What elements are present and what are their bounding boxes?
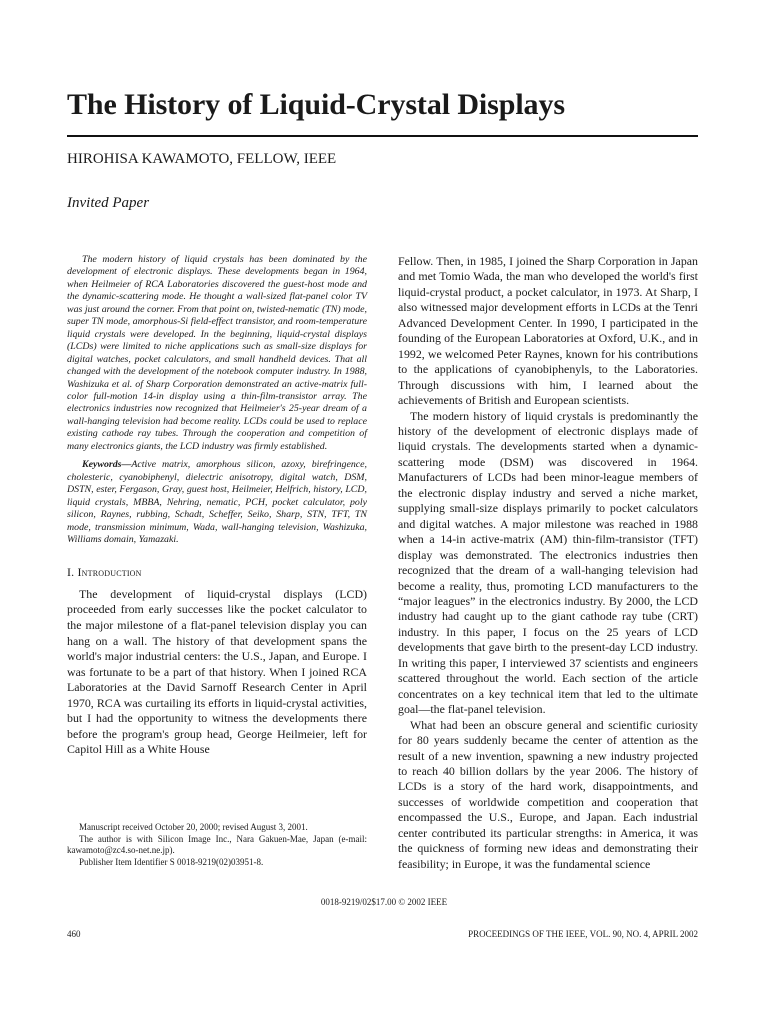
body-paragraph: The modern history of liquid crystals is predominantly the history of the development of electronic displays made of liquid crystals. The developments started when a dynamic-scattering mode (DSM) was discovered in 1964. Manufacturers of LCDs had been minor-league members of the electronic display industry and served a niche market, supplying small-size displays primarily to pocket calculators and digital watches. A major milestone was reached in 1988 when a 14-in active-matrix (AM) thin-film-transistor (TFT) display was demonstrated. The electronics industries then recognized that the dream of a wall-hanging television had become a reality, thus, promoting LCD manufacturers to the “major leagues” in the electronics industry. By 2000, the LCD industry had caught up to the giant cathode ray tube (CRT) industry. In this paper, I focus on the 25 years of LCD developments that gave birth to the present-day LCD industry. In writing this paper, I interviewed 37 scientists and engineers scattered throughout the world. Each section of the article concentrates on a key technical item that led to the ultimate goal—the flat-panel television. xyxy=(398,408,698,717)
journal-footer: PROCEEDINGS OF THE IEEE, VOL. 90, NO. 4, APRIL 2002 xyxy=(468,929,698,939)
title-rule xyxy=(67,135,698,137)
abstract: The modern history of liquid crystals has been dominated by the development of electronic displays. These developments began in 1964, when Heilmeier of RCA Laboratories discovered the guest-host mode and the dynamic-scattering mode. He thought a wall-sized flat-panel color TV was just around the corner. From that point on, twisted-nematic (TN) mode, super TN mode, amorphous-Si field-effect transistor, and room-temperature liquid crystals were developed. In the beginning, liquid-crystal displays (LCDs) were limited to niche applications such as small-size displays for digital watches, pocket calculators, and small handheld devices. That all changed with the development of the notebook computer industry. In 1988, Washizuka et al. of Sharp Corporation demonstrated an active-matrix full-color full-motion 14-in display using a thin-film-transistor array. The electronics industries now recognized that Heilmeier's 25-year dream of a wall-hanging television had become reality. LCDs could be used to replace existing cathode ray tubes. Through the cooperation and competition of many electronics giants, the LCD industry was firmly established. xyxy=(67,254,367,452)
intro-paragraph: The development of liquid-crystal displays (LCD) proceeded from early successes like the pocket calculator to the major milestone of a flat-panel television display you can hang on a wall. The history of that development spans the world's major industrial centers: the U.S., Japan, and Europe. I was fortunate to be a part of that history. When I joined RCA Laboratories at the David Sarnoff Research Center in April 1970, RCA was curtailing its efforts in liquid-crystal activities, but I had the opportunity to witness the developments there before the program's group head, George Heilmeier, left for Capitol Hill as a White House xyxy=(67,586,367,757)
page-number: 460 xyxy=(67,929,81,939)
right-column xyxy=(398,254,698,872)
footnote: Publisher Item Identifier S 0018-9219(02)03951-8. xyxy=(79,856,264,867)
left-column xyxy=(67,254,367,758)
footnote: Manuscript received October 20, 2000; revised August 3, 2001. xyxy=(79,822,308,832)
section-heading: I. Introduction xyxy=(67,565,142,580)
footnotes xyxy=(67,822,367,868)
author-line: HIROHISA KAWAMOTO, FELLOW, IEEE xyxy=(67,151,337,167)
keywords xyxy=(67,459,367,546)
issn-line: 0018-9219/02$17.00 © 2002 IEEE xyxy=(320,897,448,907)
keywords-list: Active matrix, amorphous silicon, azoxy, birefringence, cholesteric, cyanobiphenyl, dielectric anisotropy, digital watch, DSM, DSTN, ester, Fergason, Gray, guest host, Heilmeier, Helfrich, history, LCD, liquid crystals, MBBA, Nehring, nematic, PCH, pocket calculator, poly silicon, Raynes, rubbing, Schadt, Scheffer, Seiko, Sharp, STN, TFT, TN mode, transmission minimum, Wada, wall-hanging television, Washizuka, Williams domain, Yamazaki. xyxy=(67,459,367,545)
body-paragraph: What had been an obscure general and scientific curiosity for 80 years suddenly became the center of attention as the result of a new invention, spawning a new industry projected to reach 40 billion dollars by the year 2006. The history of LCDs is a story of the hard work, disappointments, and successes of worldwide competition and cooperation that encompassed the U.S., Europe, and Japan. Each industrial center contributed its particular strengths: in America, it was the quickness of forming new ideas and demonstrating their feasibility; in Europe, it was the fundamental science xyxy=(398,717,698,871)
keywords-label: Keywords— xyxy=(82,459,132,471)
paper-title: The History of Liquid-Crystal Displays xyxy=(67,88,565,121)
footnote: The author is with Silicon Image Inc., Nara Gakuen-Mae, Japan (e-mail: kawamoto@zc4.so-net.ne.jp). xyxy=(67,833,367,855)
paper-type: Invited Paper xyxy=(67,195,150,211)
body-paragraph: Fellow. Then, in 1985, I joined the Sharp Corporation in Japan and met Tomio Wada, the man who developed the world's first liquid-crystal product, a pocket calculator, in 1973. At Sharp, I also witnessed major development efforts in LCDs at the Tenri Advanced Development Center. In 1990, I participated in the founding of the European Laboratories at Oxford, U.K., and in 1992, we welcomed Peter Raynes, known for his contributions to the applications of cyanobiphenyls, to the Laboratories. Through discussions with him, I learned about the achievements of British and European scientists. xyxy=(398,254,698,408)
